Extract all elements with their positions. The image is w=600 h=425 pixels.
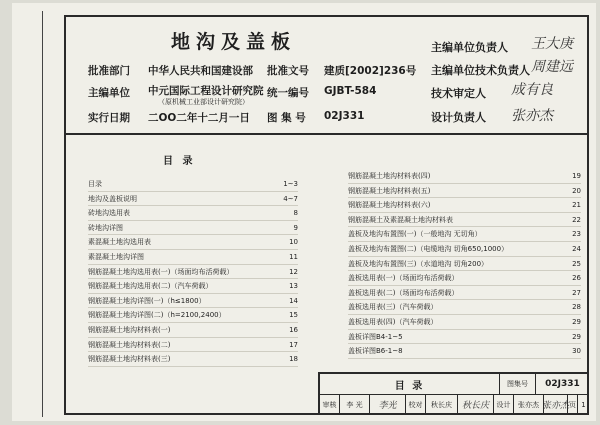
toc-entry[interactable] — [88, 265, 298, 280]
toc-entry-title: 盖板及地沟布置图(三)（水道地沟 切角200） — [348, 259, 489, 268]
toc-entry[interactable] — [88, 352, 298, 367]
toc-entry-page: 26 — [572, 274, 581, 283]
toc-entry-page: 4~7 — [283, 194, 298, 203]
toc-entry[interactable] — [348, 286, 581, 301]
toc-entry-title: 盖板选用表(三)（汽车荷载） — [348, 303, 438, 312]
toc-entry-page: 13 — [289, 282, 298, 291]
toc-entry-title: 砖地沟详图 — [88, 223, 123, 232]
toc-entry[interactable] — [88, 338, 298, 353]
toc-entry-page: 9 — [293, 223, 298, 232]
toc-entry-page: 24 — [572, 244, 581, 253]
toc-entry-title: 钢筋混凝土地沟详图(二)（h=2100,2400） — [88, 311, 226, 320]
review-label: 审核 — [320, 395, 340, 414]
checker-signature: 秋长庆 — [458, 395, 494, 414]
toc-entry-page: 29 — [572, 332, 581, 341]
toc-entry[interactable] — [88, 177, 298, 192]
toc-right-column — [348, 169, 581, 359]
checker-name: 秋长庆 — [426, 395, 458, 414]
toc-entry-page: 17 — [289, 340, 298, 349]
toc-entry[interactable] — [88, 308, 298, 323]
toc-entry-title: 钢筋混凝土地沟材料表(三) — [88, 355, 171, 364]
design-label: 设计 — [494, 395, 514, 414]
editor-unit-label: 主编单位 — [88, 87, 130, 99]
toc-entry-title: 盖板及地沟布置图(一)（一般地沟 无切角） — [348, 230, 482, 239]
toc-entry-title: 素混凝土地沟选用表 — [88, 238, 151, 247]
toc-heading: 目 录 — [163, 156, 196, 167]
editor-unit: 中元国际工程设计研究院 — [148, 85, 264, 97]
toc-entry[interactable] — [348, 315, 581, 330]
toc-entry-page: 15 — [289, 311, 298, 320]
page-label: 页 — [568, 395, 578, 414]
toc-entry-title: 钢筋混凝土地沟详图(一)（h≤1800） — [88, 296, 206, 305]
title-block-top-row — [320, 374, 589, 395]
responsible-label: 主编单位技术负责人 — [431, 64, 530, 77]
approve-doc-label: 批准文号 — [267, 65, 309, 77]
toc-entry-title: 砖地沟选用表 — [88, 209, 130, 218]
toc-entry[interactable] — [348, 184, 581, 199]
toc-entry-title: 钢筋混凝土地沟材料表(一) — [88, 325, 171, 334]
toc-entry-page: 10 — [289, 238, 298, 247]
responsible-signature: 王大庚 — [531, 36, 573, 52]
title-block-name: 目 录 — [320, 374, 500, 394]
responsible-signature: 周建远 — [531, 59, 573, 75]
toc-entry[interactable] — [348, 257, 581, 272]
responsible-signature: 成有良 — [511, 82, 553, 98]
reviewer-signature: 李光 — [370, 395, 406, 414]
reviewer-name: 李 光 — [340, 395, 370, 414]
toc-entry-page: 18 — [289, 355, 298, 364]
toc-entry[interactable] — [348, 169, 581, 184]
toc-entry-page: 12 — [289, 267, 298, 276]
unified-no-label: 统一编号 — [267, 87, 309, 99]
toc-entry-page: 16 — [289, 325, 298, 334]
toc-entry-page: 8 — [293, 209, 298, 218]
approve-doc: 建质[2002]236号 — [324, 65, 417, 77]
toc-entry-page: 23 — [572, 230, 581, 239]
impl-date: 二OO二年十二月一日 — [148, 112, 250, 124]
toc-entry-title: 钢筋混凝土地沟选用表(二)（汽车荷载） — [88, 282, 213, 291]
drawing-frame — [64, 15, 589, 415]
toc-entry[interactable] — [348, 213, 581, 228]
toc-entry[interactable] — [88, 235, 298, 250]
approve-dept: 中华人民共和国建设部 — [148, 65, 253, 77]
toc-entry-page: 28 — [572, 303, 581, 312]
toc-entry-title: 盖板及地沟布置图(二)（电缆地沟 切角650,1000） — [348, 244, 509, 253]
responsible-label: 技术审定人 — [431, 87, 486, 100]
drawing-sheet — [12, 3, 596, 421]
toc-entry[interactable] — [88, 323, 298, 338]
atlas-no: 02J331 — [324, 110, 365, 122]
toc-entry-title: 钢筋混凝土地沟材料表(六) — [348, 201, 431, 210]
toc-entry[interactable] — [348, 198, 581, 213]
toc-entry-page: 20 — [572, 186, 581, 195]
designer-name: 张亦杰 — [514, 395, 544, 414]
responsible-label: 主编单位负责人 — [431, 41, 508, 54]
impl-date-label: 实行日期 — [88, 112, 130, 124]
toc-entry[interactable] — [88, 279, 298, 294]
toc-entry[interactable] — [88, 221, 298, 236]
unified-no: GJBT-584 — [324, 85, 377, 97]
toc-entry-title: 目录 — [88, 180, 102, 188]
toc-entry[interactable] — [348, 330, 581, 345]
toc-entry[interactable] — [348, 344, 581, 359]
toc-entry[interactable] — [88, 294, 298, 309]
toc-entry-page: 21 — [572, 201, 581, 210]
title-block-bottom-row — [320, 395, 589, 414]
toc-entry-page: 25 — [572, 259, 581, 268]
toc-entry-page: 11 — [289, 252, 298, 261]
toc-entry-page: 14 — [289, 296, 298, 305]
toc-entry[interactable] — [348, 227, 581, 242]
toc-entry-page: 1~3 — [283, 180, 298, 188]
atlas-no-label: 图 集 号 — [267, 112, 306, 124]
toc-entry-title: 钢筋混凝土及素混凝土地沟材料表 — [348, 215, 453, 224]
editor-unit-sub: （原机械工业部设计研究院） — [158, 98, 249, 106]
approve-dept-label: 批准部门 — [88, 65, 130, 77]
toc-left-column — [88, 177, 298, 367]
toc-entry-title: 素混凝土地沟详图 — [88, 252, 144, 261]
toc-entry-title: 地沟及盖板说明 — [88, 194, 137, 203]
toc-entry[interactable] — [88, 192, 298, 207]
title-block-atlas-no: 02J331 — [545, 379, 580, 389]
toc-entry-page: 27 — [572, 288, 581, 297]
toc-entry[interactable] — [348, 271, 581, 286]
toc-entry-page: 22 — [572, 215, 581, 224]
toc-entry[interactable] — [348, 300, 581, 315]
toc-entry-title: 钢筋混凝土地沟材料表(四) — [348, 172, 431, 180]
title-block-atlas-label: 图集号 — [500, 374, 536, 394]
toc-entry-title: 钢筋混凝土地沟材料表(二) — [88, 340, 171, 349]
responsible-label: 设计负责人 — [431, 111, 486, 124]
title-block — [318, 372, 589, 414]
binding-margin-line — [42, 11, 43, 417]
toc-entry[interactable] — [88, 250, 298, 265]
check-label: 校对 — [406, 395, 426, 414]
toc-entry-title: 盖板选用表(四)（汽车荷载） — [348, 317, 438, 326]
toc-entry-page: 19 — [572, 172, 581, 180]
toc-entry[interactable] — [88, 206, 298, 221]
toc-entry-title: 盖板选用表(一)（场面均布活荷载） — [348, 274, 459, 283]
cover-header — [66, 17, 587, 135]
designer-signature: 张亦杰 — [544, 395, 568, 414]
toc-entry[interactable] — [348, 242, 581, 257]
page-title: 地沟及盖板 — [171, 31, 297, 53]
toc-entry-title: 钢筋混凝土地沟材料表(五) — [348, 186, 431, 195]
toc-entry-page: 30 — [572, 347, 581, 356]
page-number: 1 — [581, 400, 586, 409]
toc-entry-title: 钢筋混凝土地沟选用表(一)（场面均布活荷载） — [88, 267, 234, 276]
toc-entry-title: 盖板详图B4-1~5 — [348, 332, 403, 341]
toc-entry-page: 29 — [572, 317, 581, 326]
toc-entry-title: 盖板详图B6-1~8 — [348, 347, 403, 356]
responsible-signature: 张亦杰 — [511, 108, 553, 124]
toc-entry-title: 盖板选用表(二)（场面均布活荷载） — [348, 288, 459, 297]
